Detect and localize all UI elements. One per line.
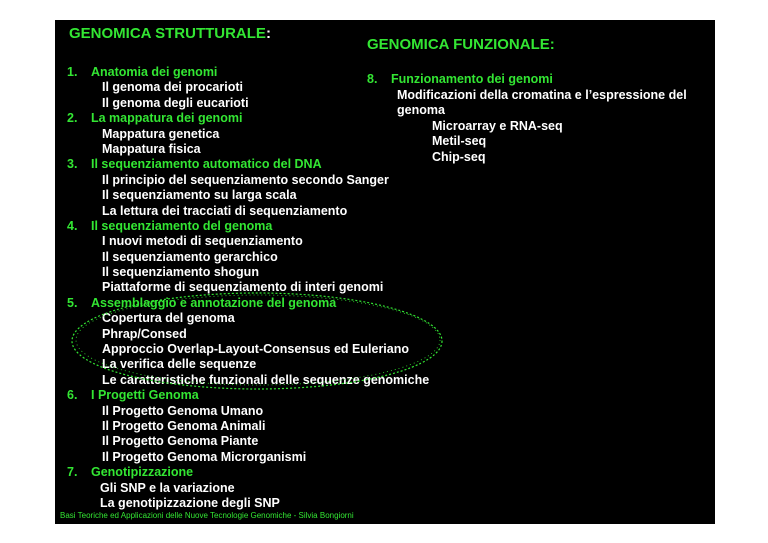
functional-topics-list bbox=[367, 72, 687, 165]
section-heading: 3. Il sequenziamento automatico del DNA bbox=[67, 157, 322, 172]
title-strutturale: GENOMICA STRUTTURALE: bbox=[69, 25, 271, 42]
list-item: Gli SNP e la variazione bbox=[100, 480, 235, 495]
section-heading: 4. Il sequenziamento del genoma bbox=[67, 218, 273, 233]
list-item: Metil-seq bbox=[432, 134, 487, 148]
slide bbox=[55, 20, 715, 524]
list-item: genoma bbox=[397, 103, 445, 117]
list-item: Il genoma dei procarioti bbox=[102, 80, 243, 95]
list-item: I nuovi metodi di sequenziamento bbox=[102, 234, 303, 249]
list-item: Il Progetto Genoma Piante bbox=[102, 434, 259, 449]
list-item: Phrap/Consed bbox=[102, 326, 187, 341]
list-item: Il sequenziamento gerarchico bbox=[102, 249, 278, 264]
list-item: Approccio Overlap-Layout-Consensus ed Euleriano bbox=[102, 342, 410, 357]
list-item: Il Progetto Genoma Umano bbox=[102, 403, 264, 418]
list-item: Il principio del sequenziamento secondo Sanger bbox=[102, 172, 389, 187]
section-heading: 5. Assemblaggio e annotazione del genoma bbox=[67, 295, 337, 310]
list-item: La lettura dei tracciati di sequenziamento bbox=[102, 203, 348, 218]
title-funzionale: GENOMICA FUNZIONALE: bbox=[367, 36, 555, 53]
section-heading: 2. La mappatura dei genomi bbox=[67, 111, 243, 126]
list-item: Piattaforme di sequenziamento di interi genomi bbox=[102, 280, 384, 295]
list-item: Microarray e RNA-seq bbox=[432, 118, 563, 133]
section-heading: 6. I Progetti Genoma bbox=[67, 388, 199, 403]
footer-credit: Basi Teoriche ed Applicazioni delle Nuove Tecnologie Genomiche - Silvia Bongiorni bbox=[60, 511, 354, 520]
list-item: Il Progetto Genoma Animali bbox=[102, 418, 266, 433]
section-heading: 8. Funzionamento dei genomi bbox=[367, 72, 553, 86]
list-item: Il sequenziamento shogun bbox=[102, 265, 259, 280]
section-heading: 1. Anatomia dei genomi bbox=[67, 65, 218, 79]
list-item: Il Progetto Genoma Microrganismi bbox=[102, 449, 307, 464]
section-heading: 7. Genotipizzazione bbox=[67, 465, 194, 480]
list-item: Mappatura fisica bbox=[102, 141, 201, 156]
list-item: Il genoma degli eucarioti bbox=[102, 95, 249, 110]
list-item: Il sequenziamento su larga scala bbox=[102, 188, 297, 203]
list-item: La verifica delle sequenze bbox=[102, 357, 257, 372]
list-item: La genotipizzazione degli SNP bbox=[100, 495, 280, 510]
list-item: Chip-seq bbox=[432, 149, 486, 164]
list-item: Copertura del genoma bbox=[102, 311, 235, 326]
list-item: Mappatura genetica bbox=[102, 126, 220, 141]
list-item: Le caratteristiche funzionali delle sequenze genomiche bbox=[102, 372, 430, 387]
list-item: Modificazioni della cromatina e l’espressione del bbox=[397, 87, 687, 102]
